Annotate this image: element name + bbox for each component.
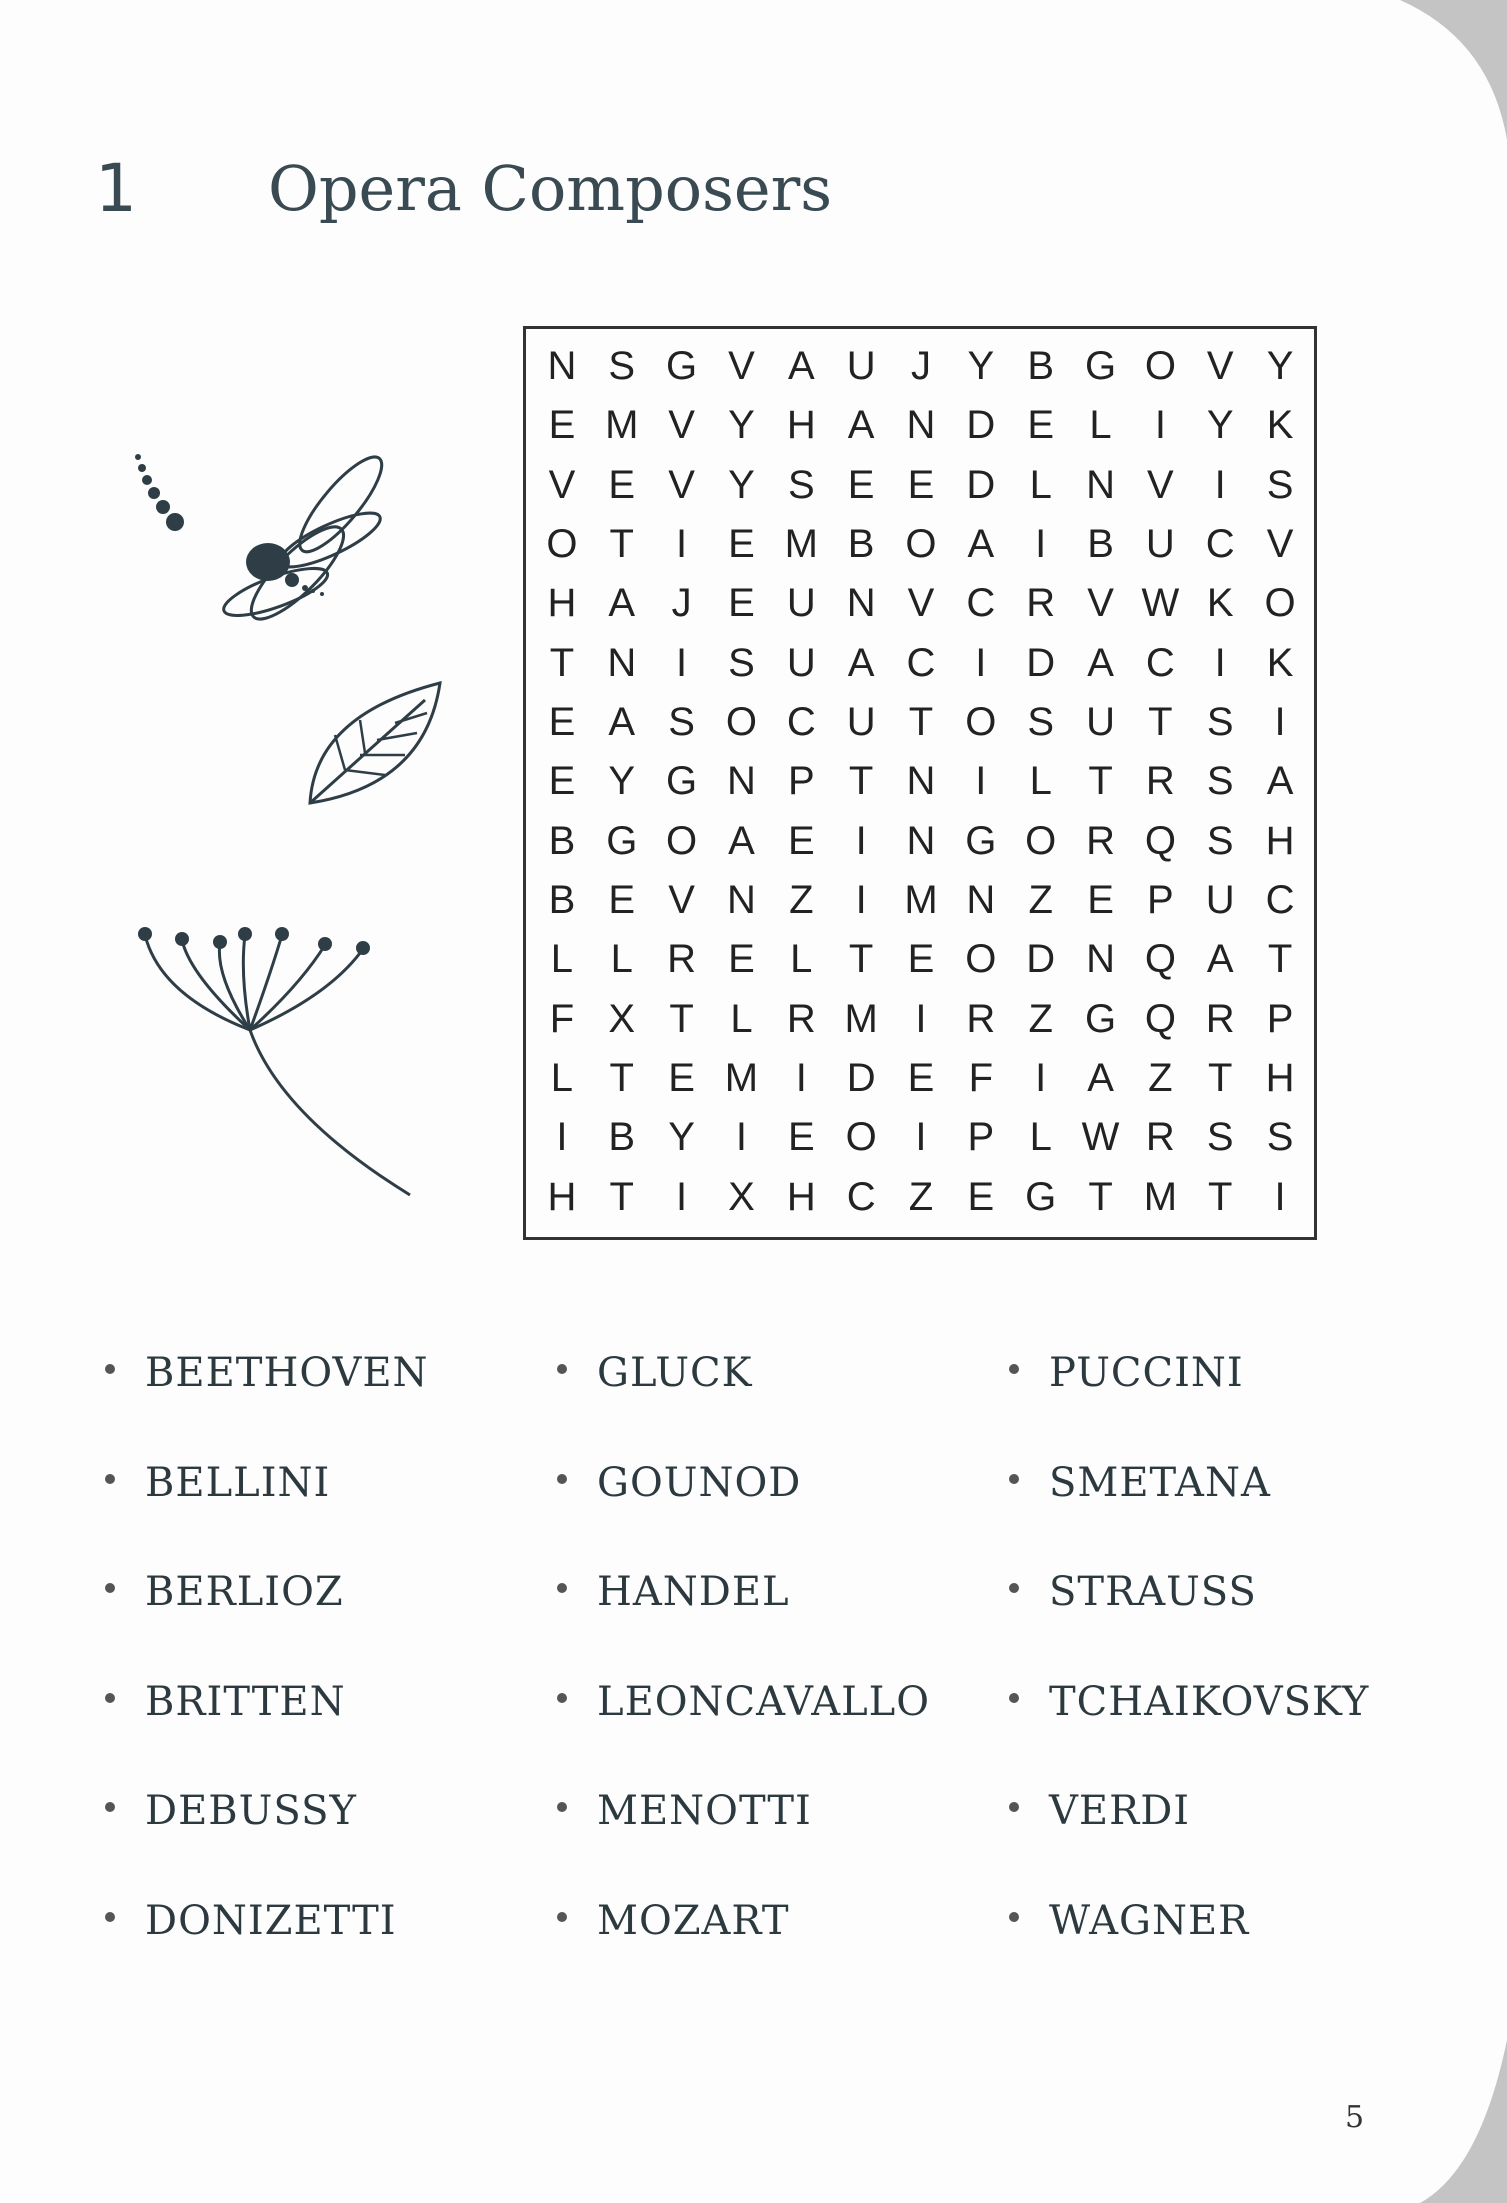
grid-letter: U: [1205, 878, 1235, 923]
puzzle-title: Opera Composers: [268, 152, 833, 225]
grid-letter: K: [1266, 640, 1294, 685]
grid-letter: A: [847, 640, 875, 685]
word-item: BRITTEN: [145, 1679, 429, 1789]
word-column-2: [597, 1350, 930, 2007]
grid-letter: T: [1088, 759, 1113, 804]
grid-letter: T: [669, 996, 694, 1041]
grid-letter: O: [965, 700, 997, 745]
grid-letter: T: [1148, 700, 1173, 745]
word-item: HANDEL: [597, 1569, 930, 1679]
grid-letter: T: [1088, 1174, 1113, 1219]
grid-letter: P: [967, 1115, 995, 1160]
grid-letter: T: [609, 1174, 634, 1219]
grid-letter: E: [608, 462, 636, 507]
grid-letter: S: [1266, 462, 1294, 507]
grid-letter: V: [728, 344, 755, 389]
grid-letter: Y: [967, 344, 995, 389]
grid-letter: O: [1144, 344, 1176, 389]
grid-letter: P: [1147, 878, 1174, 923]
grid-letter: I: [676, 522, 688, 567]
grid-letter: L: [1029, 759, 1052, 804]
grid-letter: C: [1265, 878, 1295, 923]
grid-letter: S: [1206, 700, 1234, 745]
grid-letter: H: [547, 1174, 577, 1219]
grid-letter: G: [666, 344, 698, 389]
grid-letter: S: [1027, 700, 1055, 745]
grid-letter: Y: [608, 759, 636, 804]
grid-letter: N: [1086, 462, 1115, 507]
grid-letter: G: [1084, 344, 1117, 389]
grid-letter: R: [1205, 996, 1235, 1041]
grid-letter: I: [1274, 1174, 1286, 1219]
grid-letter: T: [609, 522, 634, 567]
grid-letter: O: [546, 522, 578, 567]
grid-letter: F: [968, 1056, 994, 1101]
grid-letter: I: [1154, 403, 1166, 448]
grid-letter: L: [550, 937, 574, 982]
grid-letter: R: [786, 996, 816, 1041]
grid-letter: A: [1087, 640, 1114, 685]
grid-letter: U: [846, 700, 876, 745]
puzzle-number: 1: [95, 150, 137, 227]
grid-letter: M: [724, 1056, 759, 1101]
grid-letter: E: [787, 818, 815, 863]
grid-letter: S: [668, 700, 695, 745]
grid-letter: A: [1206, 937, 1234, 982]
grid-letter: S: [1206, 818, 1234, 863]
grid-letter: I: [556, 1115, 568, 1160]
grid-letter: H: [786, 1174, 816, 1219]
grid-letter: B: [608, 1115, 636, 1160]
grid-letter: Y: [728, 462, 755, 507]
grid-letter: U: [1145, 522, 1175, 567]
flower-icon: [130, 915, 420, 1205]
grid-letter: T: [848, 937, 874, 982]
grid-letter: E: [668, 1056, 695, 1101]
grid-letter: S: [608, 344, 636, 389]
grid-letter: H: [547, 581, 577, 626]
grid-letter: I: [855, 818, 867, 863]
grid-letter: Z: [1028, 996, 1053, 1041]
grid-letter: A: [728, 818, 755, 863]
grid-letter: C: [1205, 522, 1235, 567]
grid-letter: V: [1266, 522, 1294, 567]
grid-letter: C: [846, 1174, 876, 1219]
grid-letter: V: [1147, 462, 1174, 507]
grid-letter: P: [1266, 996, 1294, 1041]
grid-letter: B: [1087, 522, 1114, 567]
grid-letter: A: [1087, 1056, 1114, 1101]
grid-letter: E: [728, 581, 755, 626]
word-item: WAGNER: [1049, 1898, 1369, 2008]
word-item: GLUCK: [597, 1350, 930, 1460]
grid-letter: M: [784, 522, 818, 567]
grid-letter: O: [666, 818, 698, 863]
page-number: 5: [1345, 2100, 1365, 2135]
grid-letter: E: [608, 878, 636, 923]
word-item: DEBUSSY: [145, 1788, 429, 1898]
grid-letter: A: [967, 522, 995, 567]
grid-letter: O: [1025, 818, 1057, 863]
grid-letter: V: [668, 462, 695, 507]
grid-letter: S: [1206, 759, 1234, 804]
grid-letter: S: [1266, 1115, 1294, 1160]
grid-letter: H: [1265, 1056, 1295, 1101]
grid-letter: R: [667, 937, 697, 982]
grid-letter: I: [975, 640, 987, 685]
grid-letter: G: [965, 818, 997, 863]
grid-letter: E: [907, 937, 935, 982]
grid-letter: N: [906, 818, 936, 863]
grid-letter: N: [966, 878, 996, 923]
grid-letter: K: [1266, 403, 1294, 448]
grid-letter: V: [907, 581, 935, 626]
grid-letter: N: [1086, 937, 1115, 982]
grid-letter: L: [790, 937, 813, 982]
grid-letter: V: [548, 462, 576, 507]
grid-letter: N: [607, 640, 637, 685]
grid-letter: E: [1087, 878, 1114, 923]
leaf-icon: [305, 675, 445, 810]
grid-letter: D: [846, 1056, 876, 1101]
word-item: VERDI: [1049, 1788, 1369, 1898]
grid-letter: A: [787, 344, 815, 389]
grid-letter: R: [1086, 818, 1115, 863]
grid-letter: I: [975, 759, 987, 804]
grid-letter: G: [1025, 1174, 1057, 1219]
grid-letter: I: [795, 1056, 807, 1101]
word-item: BEETHOVEN: [145, 1350, 429, 1460]
grid-letter: L: [1029, 462, 1052, 507]
grid-letter: M: [904, 878, 938, 923]
grid-letter: N: [547, 344, 577, 389]
word-item: PUCCINI: [1049, 1350, 1369, 1460]
grid-letter: I: [915, 996, 927, 1041]
grid-letter: T: [1267, 937, 1293, 982]
grid-letter: I: [1274, 700, 1286, 745]
word-column-3: [1049, 1350, 1369, 2007]
word-item: DONIZETTI: [145, 1898, 429, 2008]
grid-letter: G: [1084, 996, 1117, 1041]
grid-letter: C: [1145, 640, 1175, 685]
grid-letter: E: [548, 759, 576, 804]
grid-letter: T: [848, 759, 874, 804]
grid-letter: N: [727, 878, 756, 923]
grid-letter: Z: [1148, 1056, 1173, 1101]
grid-letter: O: [1264, 581, 1296, 626]
grid-letter: O: [845, 1115, 877, 1160]
grid-letter: M: [1143, 1174, 1178, 1219]
grid-letter: Z: [1028, 878, 1053, 923]
grid-letter: Z: [789, 878, 814, 923]
grid-letter: S: [787, 462, 815, 507]
word-item: GOUNOD: [597, 1460, 930, 1570]
grid-letter: B: [847, 522, 875, 567]
grid-letter: V: [1087, 581, 1114, 626]
grid-letter: O: [965, 937, 997, 982]
grid-letter: R: [966, 996, 996, 1041]
grid-letter: X: [608, 996, 636, 1041]
grid-letter: V: [1206, 344, 1234, 389]
grid-letter: B: [548, 878, 576, 923]
grid-letter: Y: [1206, 403, 1234, 448]
grid-letter: P: [787, 759, 815, 804]
grid-letter: Y: [668, 1115, 695, 1160]
grid-letter: M: [605, 403, 639, 448]
grid-letter: I: [915, 1115, 927, 1160]
grid-letter: E: [728, 522, 755, 567]
grid-letter: V: [668, 403, 695, 448]
grid-letter: V: [668, 878, 695, 923]
word-item: BERLIOZ: [145, 1569, 429, 1679]
grid-letter: I: [1214, 462, 1226, 507]
grid-letter: G: [606, 818, 638, 863]
grid-letter: L: [1089, 403, 1112, 448]
grid-letter: W: [1141, 581, 1180, 626]
grid-letter: O: [905, 522, 937, 567]
grid-letter: E: [728, 937, 755, 982]
word-item: MOZART: [597, 1898, 930, 2008]
word-item: TCHAIKOVSKY: [1049, 1679, 1369, 1789]
word-item: BELLINI: [145, 1460, 429, 1570]
grid-letter: N: [906, 403, 936, 448]
grid-letter: W: [1081, 1115, 1120, 1160]
grid-letter: N: [727, 759, 756, 804]
grid-letter: C: [966, 581, 996, 626]
word-item: MENOTTI: [597, 1788, 930, 1898]
word-item: LEONCAVALLO: [597, 1679, 930, 1789]
grid-letter: E: [787, 1115, 815, 1160]
grid-letter: X: [728, 1174, 755, 1219]
grid-letter: I: [855, 878, 867, 923]
grid-letter: K: [1206, 581, 1234, 626]
grid-letter: L: [1029, 1115, 1052, 1160]
grid-letter: I: [676, 640, 688, 685]
grid-letter: E: [548, 700, 576, 745]
grid-letter: O: [725, 700, 758, 745]
grid-letter: J: [910, 344, 931, 389]
grid-letter: L: [550, 1056, 574, 1101]
grid-letter: T: [609, 1056, 634, 1101]
dragonfly-icon: [130, 440, 420, 710]
grid-letter: U: [1086, 700, 1115, 745]
grid-letter: A: [1266, 759, 1294, 804]
grid-letter: Q: [1144, 937, 1176, 982]
grid-letter: D: [1026, 640, 1056, 685]
grid-letter: S: [728, 640, 755, 685]
grid-letter: T: [549, 640, 575, 685]
grid-letter: G: [666, 759, 698, 804]
grid-letter: B: [548, 818, 576, 863]
grid-letter: L: [730, 996, 753, 1041]
grid-letter: I: [1035, 522, 1047, 567]
grid-letter: E: [907, 462, 935, 507]
grid-letter: I: [1214, 640, 1226, 685]
grid-letter: Q: [1144, 818, 1176, 863]
grid-letter: Y: [728, 403, 755, 448]
grid-letter: I: [1035, 1056, 1047, 1101]
grid-letter: D: [966, 462, 996, 507]
grid-letter: B: [1027, 344, 1055, 389]
word-search-grid: [523, 326, 1317, 1240]
grid-letter: L: [610, 937, 633, 982]
grid-letter: H: [786, 403, 816, 448]
grid-letter: M: [844, 996, 878, 1041]
grid-letter: I: [676, 1174, 688, 1219]
grid-letter: D: [966, 403, 996, 448]
grid-letter: E: [847, 462, 875, 507]
grid-letter: N: [846, 581, 876, 626]
grid-letter: T: [908, 700, 934, 745]
grid-letter: J: [671, 581, 692, 626]
grid-letter: Y: [1266, 344, 1294, 389]
grid-letter: E: [1027, 403, 1055, 448]
grid-letter: E: [548, 403, 576, 448]
grid-letter: T: [1208, 1174, 1233, 1219]
grid-letter: R: [1145, 1115, 1175, 1160]
grid-letter: R: [1026, 581, 1056, 626]
grid-letter: T: [1208, 1056, 1233, 1101]
grid-letter: N: [906, 759, 936, 804]
grid-letter: Q: [1144, 996, 1176, 1041]
grid-letter: U: [786, 640, 816, 685]
grid-letter: E: [907, 1056, 935, 1101]
grid-letter: I: [735, 1115, 748, 1160]
grid-letter: E: [967, 1174, 995, 1219]
grid-letter: C: [906, 640, 936, 685]
grid-letter: U: [786, 581, 816, 626]
grid-letter: H: [1265, 818, 1295, 863]
grid-letter: A: [608, 581, 636, 626]
grid-letter: A: [847, 403, 875, 448]
grid-letter: A: [608, 700, 636, 745]
grid-letter: D: [1026, 937, 1056, 982]
word-item: STRAUSS: [1049, 1569, 1369, 1679]
word-item: SMETANA: [1049, 1460, 1369, 1570]
grid-letter: R: [1145, 759, 1175, 804]
grid-letter: U: [846, 344, 876, 389]
word-column-1: [145, 1350, 429, 2007]
grid-letter: C: [786, 700, 816, 745]
grid-letter: S: [1206, 1115, 1234, 1160]
grid-letter: Z: [908, 1174, 934, 1219]
grid-letter: F: [549, 996, 575, 1041]
